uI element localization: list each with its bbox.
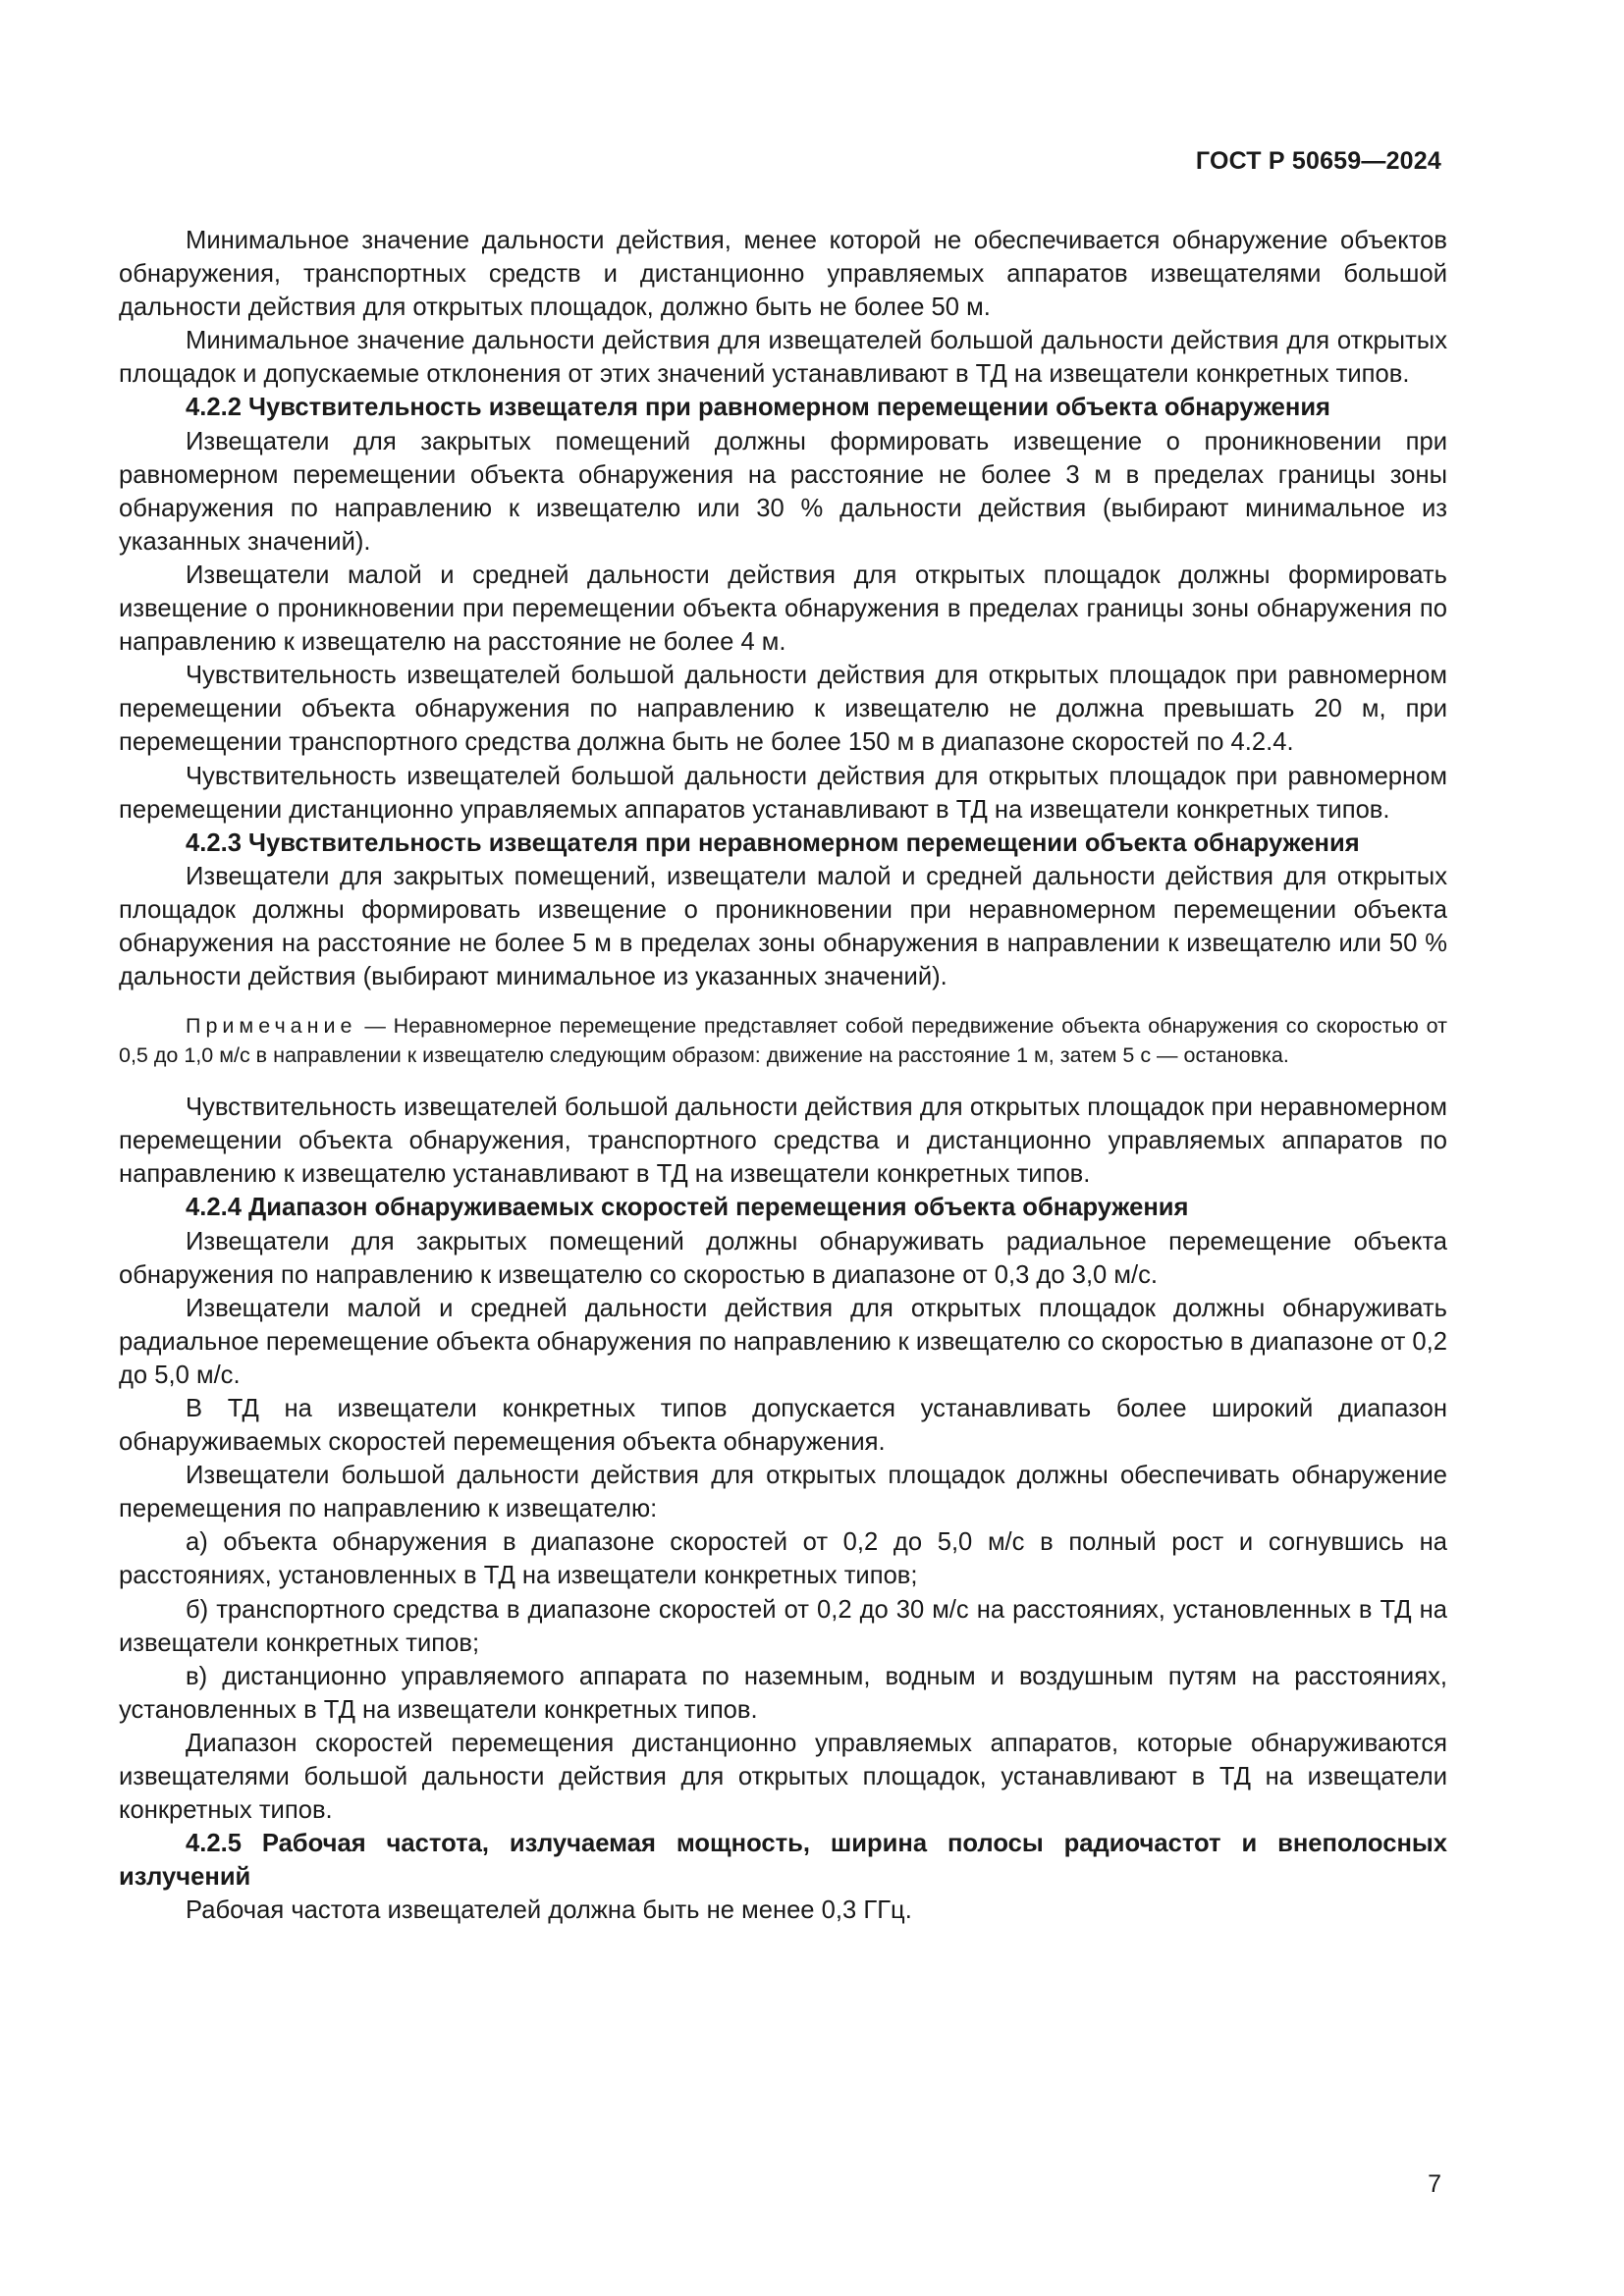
- note: [119, 1012, 1447, 1070]
- standard-id: ГОСТ Р 50659—2024: [1195, 147, 1441, 175]
- section-heading-4-2-5: 4.2.5 Рабочая частота, излучаемая мощность, ширина полосы радиочастот и внеполосных излучений: [119, 1830, 1447, 1892]
- section-heading-4-2-3: 4.2.3 Чувствительность извещателя при неравномерном перемещении объекта обнаружения: [186, 828, 1360, 857]
- paragraph: Извещатели для закрытых помещений должны формировать извещение о проникновении при равномерном перемещении объекта обнаружения на расстояние не более 3 м в пределах границы зоны обнаружения по направлению к извещателю или 30 % дальности действия (выбирают минимальное из указанных значений).: [119, 427, 1447, 556]
- paragraph: Извещатели для закрытых помещений должны обнаруживать радиальное перемещение объекта обнаружения по направлению к извещателю со скоростью в диапазоне от 0,3 до 3,0 м/с.: [119, 1227, 1447, 1289]
- list-item: а) объекта обнаружения в диапазоне скоростей от 0,2 до 5,0 м/с в полный рост и согнувшись на расстояниях, установленных в ТД на извещатели конкретных типов;: [119, 1528, 1447, 1590]
- paragraph: Рабочая частота извещателей должна быть не менее 0,3 ГГц.: [186, 1896, 912, 1925]
- section-heading-4-2-2: 4.2.2 Чувствительность извещателя при равномерном перемещении объекта обнаружения: [186, 394, 1330, 422]
- paragraph: Чувствительность извещателей большой дальности действия для открытых площадок при равномерном перемещении дистанционно управляемых аппаратов устанавливают в ТД на извещатели конкретных типов.: [119, 762, 1447, 824]
- paragraph: Извещатели малой и средней дальности действия для открытых площадок должны формировать извещение о проникновении при перемещении объекта обнаружения в пределах границы зоны обнаружения по направлению к извещателю на расстояние не более 4 м.: [119, 561, 1447, 657]
- paragraph: Чувствительность извещателей большой дальности действия для открытых площадок при неравномерном перемещении объекта обнаружения, транспортного средства и дистанционно управляемых аппаратов по направлению к извещателю устанавливают в ТД на извещатели конкретных типов.: [119, 1094, 1447, 1189]
- section-heading-4-2-4: 4.2.4 Диапазон обнаруживаемых скоростей перемещения объекта обнаружения: [186, 1194, 1189, 1222]
- list-item: б) транспортного средства в диапазоне скоростей от 0,2 до 30 м/с на расстояниях, установленных в ТД на извещатели конкретных типов;: [119, 1595, 1447, 1657]
- paragraph: Извещатели для закрытых помещений, извещатели малой и средней дальности действия для открытых площадок должны формировать извещение о проникновении при неравномерном перемещении объекта обнаружения на расстояние не более 5 м в пределах зоны обнаружения в направлении к извещателю или 50 % дальности действия (выбирают минимальное из указанных значений).: [119, 862, 1447, 991]
- paragraph: В ТД на извещатели конкретных типов допускается устанавливать более широкий диапазон обнаруживаемых скоростей перемещения объекта обнаружения.: [119, 1395, 1447, 1457]
- note-text: — Неравномерное перемещение представляет собой передвижение объекта обнаружения со скоростью от 0,5 до 1,0 м/с в направлении к извещателю следующим образом: движение на расстояние 1 м, затем 5 с — остановка.: [119, 1014, 1447, 1067]
- page-number: 7: [1428, 2170, 1441, 2198]
- paragraph: Извещатели малой и средней дальности действия для открытых площадок должны обнаруживать радиальное перемещение объекта обнаружения по направлению к извещателю со скоростью в диапазоне от 0,2 до 5,0 м/с.: [119, 1294, 1447, 1389]
- paragraph: Диапазон скоростей перемещения дистанционно управляемых аппаратов, которые обнаруживаются извещателями большой дальности действия для открытых площадок, устанавливают в ТД на извещатели конкретных типов.: [119, 1729, 1447, 1825]
- paragraph: Извещатели большой дальности действия для открытых площадок должны обеспечивать обнаружение перемещения по направлению к извещателю:: [119, 1462, 1447, 1523]
- paragraph: Чувствительность извещателей большой дальности действия для открытых площадок при равномерном перемещении объекта обнаружения по направлению к извещателю не должна превышать 20 м, при перемещении транспортного средства должна быть не более 150 м в диапазоне скоростей по 4.2.4.: [119, 662, 1447, 757]
- document-body: [119, 224, 1447, 1928]
- paragraph: Минимальное значение дальности действия, менее которой не обеспечивается обнаружение объектов обнаружения, транспортных средств и дистанционно управляемых аппаратов извещателями большой дальности действия для открытых площадок, должно быть не более 50 м.: [119, 227, 1447, 322]
- list-item: в) дистанционно управляемого аппарата по наземным, водным и воздушным путям на расстояниях, установленных в ТД на извещатели конкретных типов.: [119, 1662, 1447, 1724]
- note-label: Примечание: [186, 1014, 357, 1039]
- paragraph: Минимальное значение дальности действия для извещателей большой дальности действия для открытых площадок и допускаемые отклонения от этих значений устанавливают в ТД на извещатели конкретных типов.: [119, 327, 1447, 389]
